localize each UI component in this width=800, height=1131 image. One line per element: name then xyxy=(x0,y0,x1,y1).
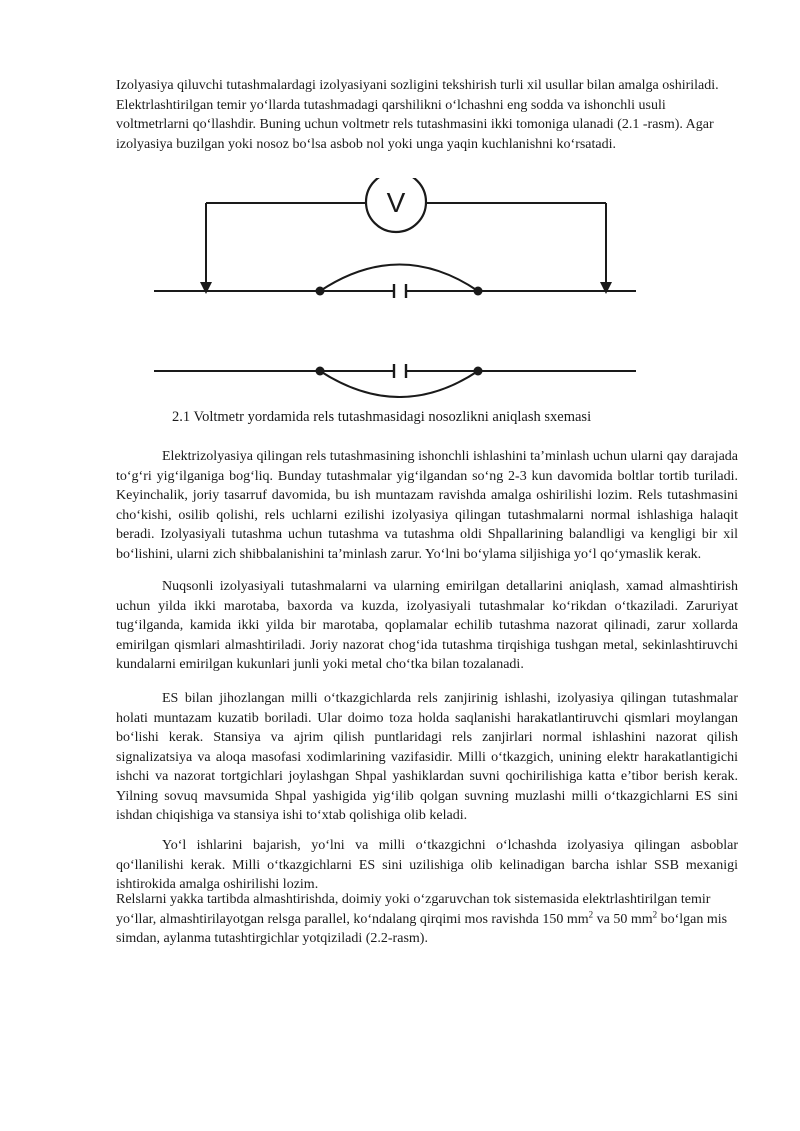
bottom-left-junction xyxy=(316,367,325,376)
closing-superscript-2: 2 xyxy=(652,908,658,919)
figure-caption: 2.1 Voltmetr yordamida rels tutashmasidagi nosozlikni aniqlash sxemasi xyxy=(172,409,592,425)
left-arrow-icon xyxy=(200,282,212,294)
closing-text-part-2: va 50 mm xyxy=(593,911,653,927)
bottom-rail-jumper xyxy=(320,371,478,397)
closing-text-part-3: bo‘lgan mis simdan, aylanma tutashtirgichlar yotqiziladi (2.2-rasm). xyxy=(116,911,728,946)
closing-paragraph xyxy=(116,890,738,949)
body-paragraph-1: Elektrizolyasiya qilingan rels tutashmasining ishonchli ishlashini ta’minlash uchun ularni qay darajada to‘g‘ri yig‘ilganiga bog‘liq. Bunday tutashmalar yig‘ilgandan so‘ng 2-3 kun davomida boltlar tortib turiladi. Keyinchalik, joriy tasarruf davomida, bu ish muntazam ravishda amalga oshirilishi lozim. Rels tutashmasini cho‘kishi, osilib qolishi, rels uchlarni ezilishi izolyasiya qilingan tutashmalarni normal ishlashiga halaqit beradi. Izolyasiyali tutashma uchun tutashma va tutashma oldi Shpallarining balandligi va kengligi bir xil bo‘lishini, ularni zich shibbalanishini ta’minlash zarur. Yo‘lni bo‘ylama siljishiga yo‘l qo‘ymaslik kerak. xyxy=(116,449,738,562)
right-arrow-icon xyxy=(600,282,612,294)
closing-superscript-1: 2 xyxy=(588,908,594,919)
voltmeter-label: V xyxy=(386,187,406,218)
top-rail-jumper xyxy=(320,265,478,292)
top-right-junction xyxy=(474,287,483,296)
closing-text-part-1: Relslarni yakka tartibda almashtirishda, doimiy yoki o‘zgaruvchan tok sistemasida elektrlashtirilgan temir yo‘llar, almashtirilayotgan relsga parallel, ko‘ndalang qirqimi mos ravishda 150 mm xyxy=(116,892,711,927)
body-paragraph-4: Yo‘l ishlarini bajarish, yo‘lni va milli o‘tkazgichni o‘lchashda izolyasiya qilingan asboblar qo‘llanilishi kerak. Milli o‘tkazgichlarni ES sini uzilishiga olib kelinadigan barcha ishlar SSB mexanigi ishtirokida amalga oshirilishi lozim. xyxy=(116,838,738,892)
body-paragraph-3: ES bilan jihozlangan milli o‘tkazgichlarda rels zanjirinig ishlashi, izolyasiya qilingan tutashmalar holati muntazam kuzatib boriladi. Ular doimo toza holda saqlanishi harakatlantiruvchi qismlari moylangan bo‘lishi kerak. Stansiya va ajrim qilish puntlaridagi rels zanjirlari normal ishlashini nazorat qilish signalizatsiya va aloqa masofasi xodimlarining vazifasidir. Milli o‘tkazgich, unining elektr harakatlantigichi ishchi va nazorat tortgichlari joylashgan Shpal yashiklardan suvni qochirilishiga katta e’tibor berish kerak. Yilning sovuq mavsumida Shpal yashigida yig‘ilib qolgan suvning muzlashi milli o‘tkazgichlarni ES sini ishdan chiqishiga va stansiya ishi to‘xtab qolishiga olib keladi. xyxy=(116,691,738,823)
voltmeter-circuit-diagram xyxy=(140,178,650,398)
body-paragraph-2: Nuqsonli izolyasiyali tutashmalarni va ularning emirilgan detallarini aniqlash, xamad almashtirish uchun yilda ikki marotaba, baxorda va kuzda, izolyasiyali tutashmalar ko‘rikdan o‘tkaziladi. Zaruriyat tug‘ilganda, kamida ikki yilda bir marotaba, qoplamalar echilib tutashma nazorat qilinadi, zarur xollarda emirilgan qismlari almashtiriladi. Joriy nazorat chog‘ida tutashma tirqishiga tushgan metal, sekinlashtiruvchi kundalarni emirilgan kukunlari junli yoki metal cho‘tka bilan tozalanadi. xyxy=(116,579,738,672)
top-left-junction xyxy=(316,287,325,296)
intro-paragraph: Izolyasiya qiluvchi tutashmalardagi izolyasiyani sozligini tekshirish turli xil usullar bilan amalga oshiriladi. Elektrlashtirilgan temir yo‘llarda tutashmadagi qarshiliknі o‘lchashni eng sodda va ishonchli usuli voltmetrlarni qo‘llashdir. Buning uchun voltmetr rels tutashmasini ikki tomoniga ulanadi (2.1 -rasm). Agar izolyasiya buzilgan yoki nosoz bo‘lsa asbob nol yoki unga yaqin kuchlanishni ko‘rsatadi. xyxy=(116,78,719,152)
bottom-right-junction xyxy=(474,367,483,376)
